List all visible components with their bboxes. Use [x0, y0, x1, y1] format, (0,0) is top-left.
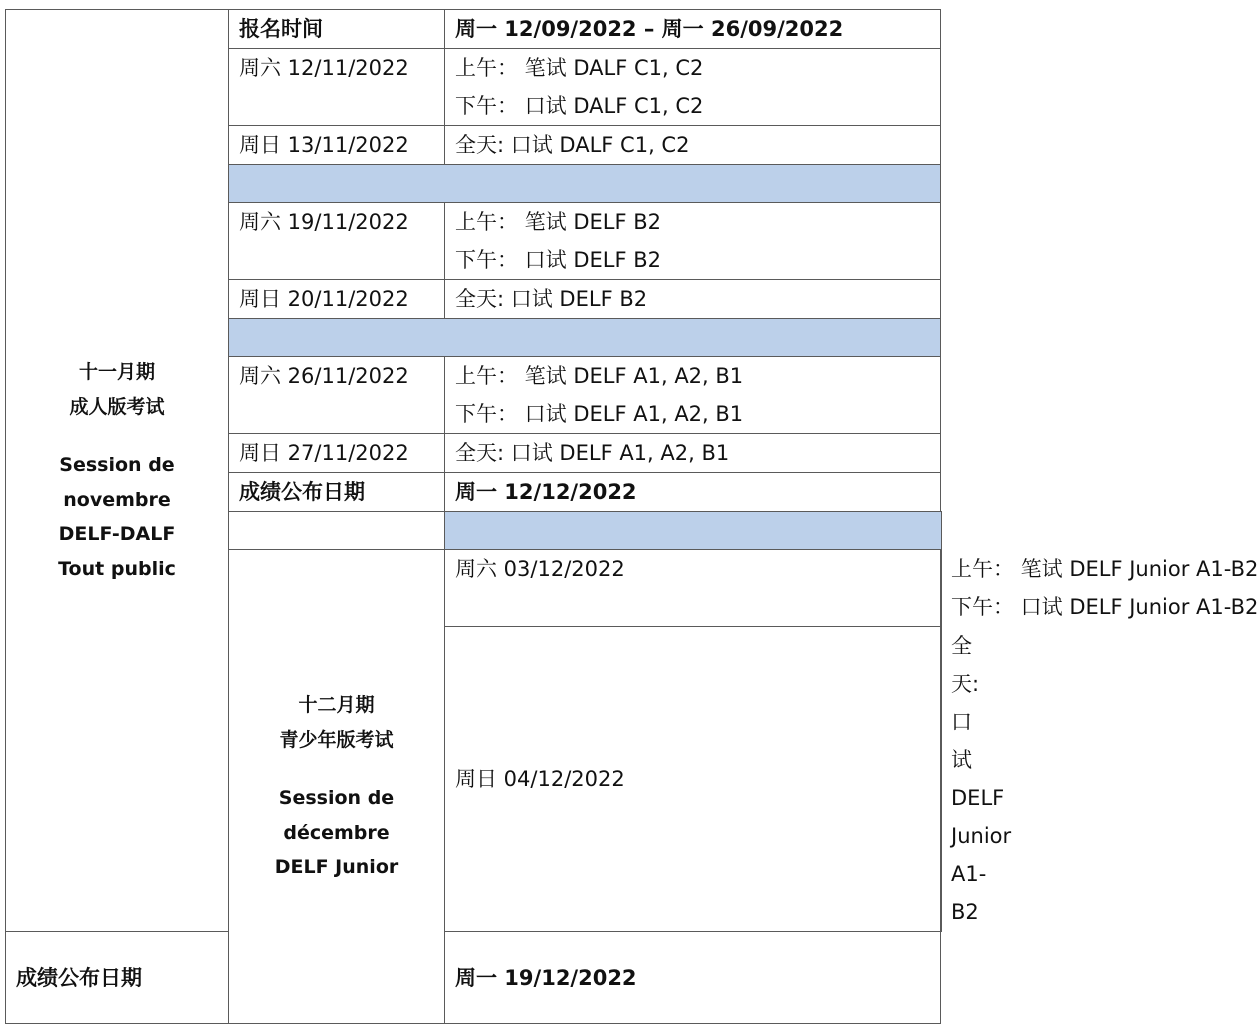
session-title-fr-2: novembre [63, 488, 171, 511]
morning-session: 上午： 笔试 DELF A1, A2, B1 [455, 364, 744, 388]
results-label: 成绩公布日期 [229, 473, 445, 512]
afternoon-session: 下午： 口试 DELF B2 [455, 248, 662, 272]
session-title-fr-3: DELF Junior [274, 856, 399, 879]
session-title-zh-1: 十二月期 [298, 694, 375, 717]
registration-period: 周一 12/09/2022 – 周一 26/09/2022 [445, 10, 941, 49]
exam-details [445, 203, 941, 280]
exam-details [445, 357, 941, 434]
session-title-fr-1: Session de [59, 454, 175, 476]
session-title-zh-1: 十一月期 [78, 361, 155, 383]
exam-date: 周六 12/11/2022 [229, 49, 445, 126]
exam-date: 周日 13/11/2022 [229, 126, 445, 165]
session-title-zh-2: 成人版考试 [69, 395, 165, 418]
morning-session: 上午： 笔试 DELF B2 [455, 210, 662, 234]
exam-date: 周日 20/11/2022 [229, 280, 445, 319]
exam-details: 全天: 口试 DELF Junior A1-B2 [941, 627, 942, 932]
exam-details: 全天: 口试 DELF A1, A2, B1 [445, 434, 941, 473]
results-label: 成绩公布日期 [6, 932, 229, 1024]
exam-details: 全天: 口试 DELF B2 [445, 280, 941, 319]
exam-details [445, 49, 941, 126]
exam-date: 周日 27/11/2022 [229, 434, 445, 473]
separator-row [445, 512, 942, 550]
session-title-fr-3: DELF-DALF [58, 523, 176, 545]
morning-session: 上午： 笔试 DALF C1, C2 [455, 56, 704, 80]
results-date: 周一 19/12/2022 [445, 932, 941, 1024]
exam-date: 周六 19/11/2022 [229, 203, 445, 280]
exam-date: 周日 04/12/2022 [445, 627, 941, 932]
separator-row [229, 165, 941, 203]
results-date: 周一 12/12/2022 [445, 473, 941, 512]
session-title-fr-1: Session de [278, 787, 395, 810]
exam-details: 全天: 口试 DALF C1, C2 [445, 126, 941, 165]
session-december-header [229, 550, 445, 1024]
separator-blank-cell [229, 512, 445, 550]
session-title-fr-2: décembre [283, 821, 390, 844]
exam-date: 周六 26/11/2022 [229, 357, 445, 434]
session-november-header [6, 10, 229, 932]
exam-date: 周六 03/12/2022 [445, 550, 941, 627]
registration-label: 报名时间 [229, 10, 445, 49]
separator-row [229, 319, 941, 357]
exam-details: 上午： 笔试 DELF Junior A1-B2 下午： 口试 DELF Junior A1-B2 [941, 550, 942, 627]
afternoon-session: 下午： 口试 DALF C1, C2 [455, 94, 704, 118]
session-title-zh-2: 青少年版考试 [279, 728, 394, 751]
afternoon-session: 下午： 口试 DELF A1, A2, B1 [455, 402, 744, 426]
exam-schedule-table [5, 9, 1258, 1024]
session-title-fr-4: Tout public [58, 557, 176, 580]
